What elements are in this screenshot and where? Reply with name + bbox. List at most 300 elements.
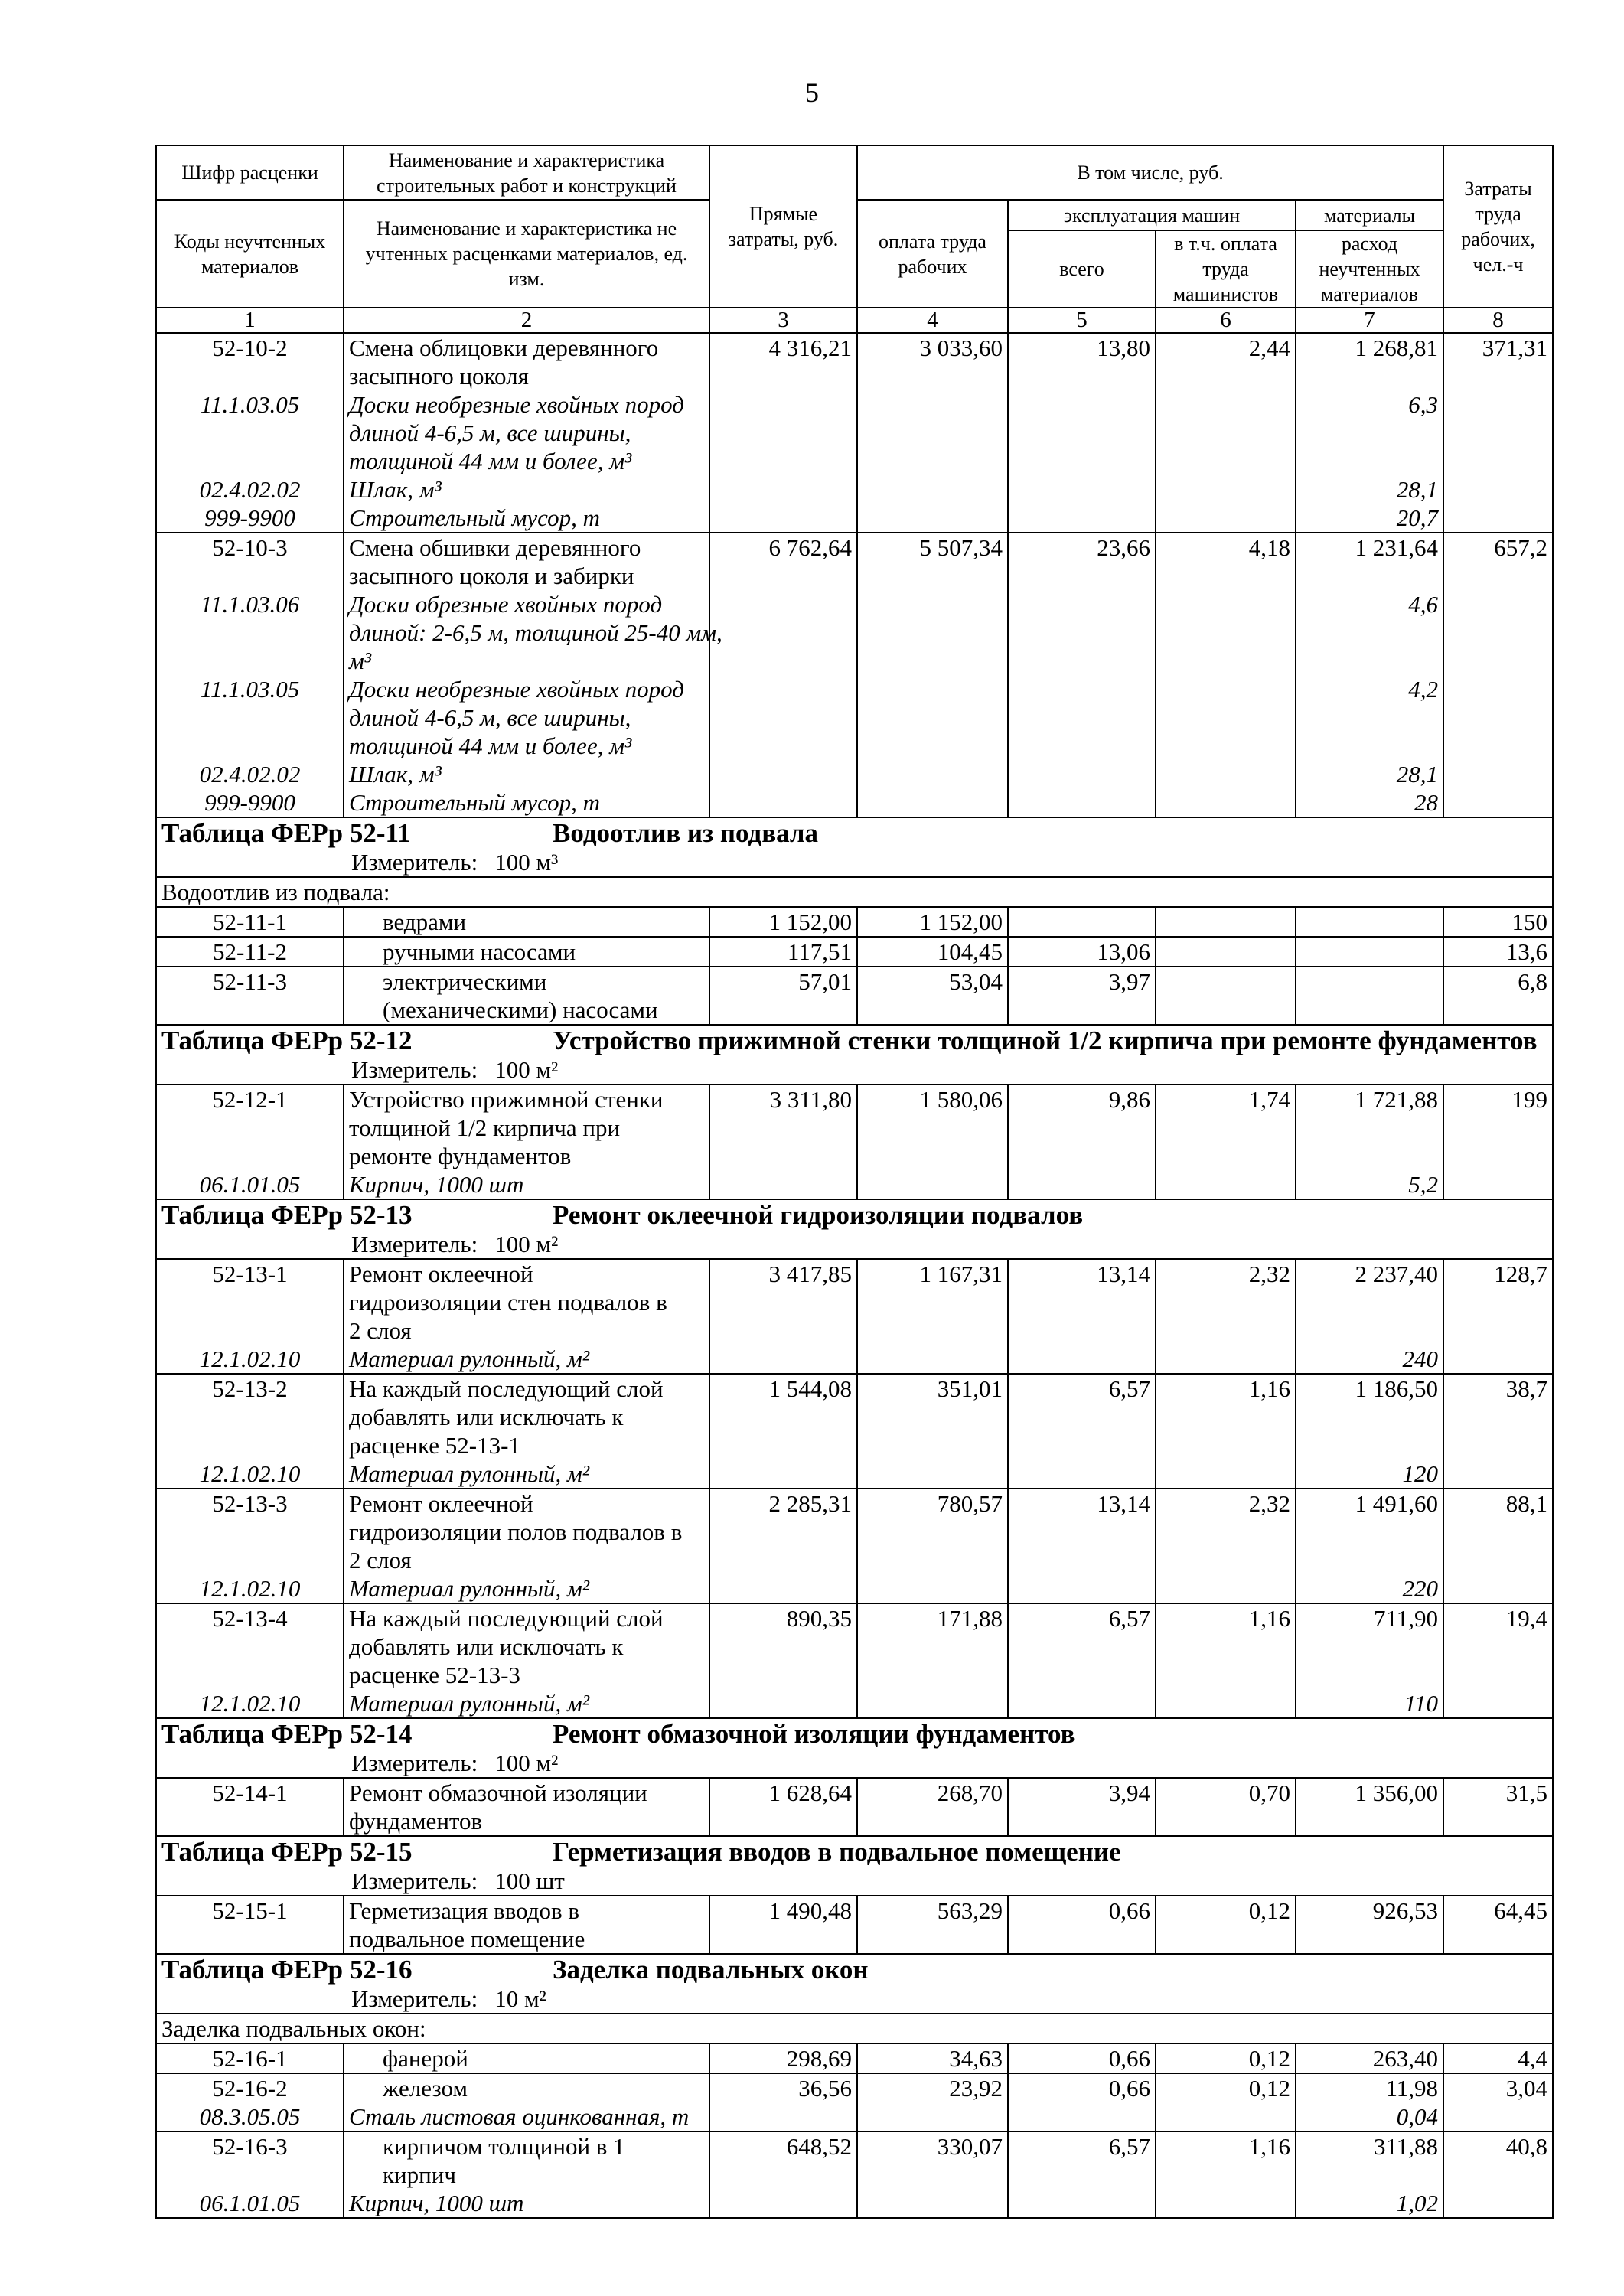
- rate-name-line: ремонте фундаментов: [349, 1143, 572, 1169]
- rate-code: 52-16-3: [156, 2131, 344, 2189]
- value-col-7: 311,88: [1296, 2131, 1443, 2189]
- section-meter: [161, 1056, 1547, 1084]
- rate-name-line: кирпич: [383, 2161, 456, 2188]
- rate-name: [344, 333, 709, 390]
- material-name-line: Кирпич, 1000 шт: [349, 1171, 524, 1198]
- material-name: [344, 675, 709, 760]
- section-title: Устройство прижимной стенки толщиной 1/2 кирпича при ремонте фундаментов: [553, 1026, 1538, 1055]
- rate-name-line: расценке 52-13-3: [349, 1662, 520, 1688]
- empty-cell: [709, 788, 857, 817]
- rate-name: [344, 2131, 709, 2189]
- value-col-8: 128,7: [1443, 1259, 1553, 1345]
- value-col-3: 4 316,21: [709, 333, 857, 390]
- rate-name-line: Устройство прижимной стенки: [349, 1086, 664, 1113]
- rate-code: 52-13-2: [156, 1374, 344, 1459]
- empty-cell: [857, 504, 1008, 533]
- table-section-header: [156, 1199, 1553, 1259]
- empty-cell: [1008, 1574, 1156, 1603]
- section-meter: [161, 1985, 1547, 2013]
- value-col-6: [1156, 937, 1296, 967]
- table-section-header: [156, 1718, 1553, 1778]
- section-label: Таблица ФЕРр 52-14: [161, 1719, 413, 1749]
- empty-cell: [1156, 1574, 1296, 1603]
- empty-cell: [857, 760, 1008, 788]
- column-number: 3: [709, 308, 857, 333]
- rate-name-line: Герметизация вводов в: [349, 1897, 580, 1924]
- rate-name-line: ручными насосами: [383, 938, 576, 965]
- section-label: Таблица ФЕРр 52-11: [161, 818, 411, 848]
- section-title-line: [161, 818, 1547, 849]
- header-wages: оплата труда рабочих: [857, 200, 1008, 308]
- material-name-line: длиной 4-6,5 м, все ширины,: [349, 419, 631, 446]
- empty-cell: [1008, 1345, 1156, 1374]
- material-name-line: Материал рулонный, м²: [349, 1460, 590, 1487]
- material-row: [156, 590, 1553, 675]
- rate-code: 52-14-1: [156, 1778, 344, 1836]
- material-quantity: 6,3: [1296, 390, 1443, 475]
- table-section-header: [156, 1836, 1553, 1896]
- rate-name-line: ведрами: [383, 908, 467, 935]
- empty-cell: [857, 475, 1008, 504]
- section-header-cell: [156, 817, 1553, 877]
- material-name-line: Строительный мусор, т: [349, 789, 601, 816]
- empty-cell: [1156, 504, 1296, 533]
- value-col-3: 1 490,48: [709, 1896, 857, 1954]
- section-title-line: [161, 1026, 1547, 1056]
- material-name: [344, 504, 709, 533]
- empty-cell: [1008, 590, 1156, 675]
- value-col-5: 23,66: [1008, 533, 1156, 590]
- material-row: [156, 390, 1553, 475]
- meter-value: 100 м²: [494, 1231, 559, 1257]
- value-col-5: 13,14: [1008, 1259, 1156, 1345]
- material-name: [344, 390, 709, 475]
- section-title: Водоотлив из подвала: [553, 818, 819, 848]
- value-col-5: 6,57: [1008, 1603, 1156, 1689]
- value-col-7: [1296, 937, 1443, 967]
- value-col-4: 104,45: [857, 937, 1008, 967]
- material-name-line: Доски обрезные хвойных пород: [349, 591, 663, 618]
- rate-code: 52-13-3: [156, 1489, 344, 1574]
- empty-cell: [1156, 2189, 1296, 2218]
- subheading-text: Водоотлив из подвала:: [156, 877, 1553, 907]
- value-col-7: 1 231,64: [1296, 533, 1443, 590]
- section-title: Герметизация вводов в подвальное помещение: [553, 1837, 1121, 1867]
- section-meter: [161, 1867, 1547, 1895]
- empty-cell: [709, 1574, 857, 1603]
- value-col-7: 1 491,60: [1296, 1489, 1443, 1574]
- value-col-4: 268,70: [857, 1778, 1008, 1836]
- rate-code: 52-16-1: [156, 2043, 344, 2073]
- value-col-8: 371,31: [1443, 333, 1553, 390]
- material-code: 11.1.03.06: [156, 590, 344, 675]
- empty-cell: [1156, 788, 1296, 817]
- material-row: [156, 475, 1553, 504]
- header-code: Шифр расценки: [156, 145, 344, 200]
- empty-cell: [1443, 1689, 1553, 1718]
- rate-name-line: Смена облицовки деревянного: [349, 334, 659, 361]
- material-name-line: Кирпич, 1000 шт: [349, 2190, 524, 2216]
- material-name: [344, 2189, 709, 2218]
- rate-code: 52-11-3: [156, 967, 344, 1025]
- material-name-line: Сталь листовая оцинкованная, т: [349, 2103, 690, 2130]
- empty-cell: [857, 390, 1008, 475]
- section-title-line: [161, 1837, 1547, 1867]
- rate-name-line: На каждый последующий слой: [349, 1605, 664, 1632]
- table-row: [156, 533, 1553, 590]
- rate-name-line: Смена обшивки деревянного: [349, 534, 641, 561]
- material-quantity: 20,7: [1296, 504, 1443, 533]
- rate-code: 52-11-2: [156, 937, 344, 967]
- material-name: [344, 1574, 709, 1603]
- value-col-5: 3,97: [1008, 967, 1156, 1025]
- empty-cell: [709, 2102, 857, 2131]
- value-col-3: 2 285,31: [709, 1489, 857, 1574]
- value-col-6: 1,16: [1156, 1603, 1296, 1689]
- table-body: [156, 333, 1553, 2218]
- material-code: 12.1.02.10: [156, 1459, 344, 1489]
- empty-cell: [1443, 2189, 1553, 2218]
- table-row: [156, 1084, 1553, 1170]
- material-name-line: Материал рулонный, м²: [349, 1690, 590, 1717]
- section-header-cell: [156, 1199, 1553, 1259]
- material-row: [156, 788, 1553, 817]
- value-col-7: 1 356,00: [1296, 1778, 1443, 1836]
- value-col-3: 890,35: [709, 1603, 857, 1689]
- value-col-5: 13,14: [1008, 1489, 1156, 1574]
- empty-cell: [709, 1459, 857, 1489]
- empty-cell: [1008, 1459, 1156, 1489]
- empty-cell: [857, 590, 1008, 675]
- material-name: [344, 760, 709, 788]
- table-row: [156, 2131, 1553, 2189]
- rate-name-line: железом: [383, 2075, 468, 2102]
- section-title: Ремонт обмазочной изоляции фундаментов: [553, 1719, 1075, 1749]
- empty-cell: [1443, 475, 1553, 504]
- rate-name-line: (механическими) насосами: [383, 996, 658, 1023]
- column-number: 6: [1156, 308, 1296, 333]
- empty-cell: [1008, 2102, 1156, 2131]
- value-col-5: 0,66: [1008, 2043, 1156, 2073]
- value-col-7: 1 721,88: [1296, 1084, 1443, 1170]
- table-row: [156, 937, 1553, 967]
- value-col-3: 298,69: [709, 2043, 857, 2073]
- empty-cell: [1156, 475, 1296, 504]
- value-col-8: 88,1: [1443, 1489, 1553, 1574]
- meter-label: Измеритель:: [351, 1750, 478, 1776]
- section-subheading: [156, 877, 1553, 907]
- column-number: 8: [1443, 308, 1553, 333]
- empty-cell: [1008, 760, 1156, 788]
- empty-cell: [709, 1170, 857, 1199]
- empty-cell: [1443, 675, 1553, 760]
- column-number: 1: [156, 308, 344, 333]
- empty-cell: [857, 1170, 1008, 1199]
- value-col-4: 171,88: [857, 1603, 1008, 1689]
- section-label: Таблица ФЕРр 52-13: [161, 1200, 413, 1230]
- section-title-line: [161, 1719, 1547, 1750]
- material-name: [344, 1345, 709, 1374]
- material-code: 11.1.03.05: [156, 390, 344, 475]
- value-col-6: 0,12: [1156, 2043, 1296, 2073]
- material-quantity: 4,2: [1296, 675, 1443, 760]
- value-col-8: 19,4: [1443, 1603, 1553, 1689]
- material-name-line: Материал рулонный, м²: [349, 1575, 590, 1602]
- rate-code: 52-11-1: [156, 907, 344, 937]
- value-col-8: 31,5: [1443, 1778, 1553, 1836]
- rate-name-line: гидроизоляции полов подвалов в: [349, 1518, 683, 1545]
- value-col-7: 1 186,50: [1296, 1374, 1443, 1459]
- column-number: 5: [1008, 308, 1156, 333]
- rate-name-line: Ремонт обмазочной изоляции: [349, 1779, 647, 1806]
- material-row: [156, 1459, 1553, 1489]
- table-row: [156, 2073, 1553, 2102]
- empty-cell: [709, 675, 857, 760]
- rate-name: [344, 1374, 709, 1459]
- material-name-line: Строительный мусор, т: [349, 504, 601, 531]
- empty-cell: [1156, 1170, 1296, 1199]
- value-col-6: 2,32: [1156, 1259, 1296, 1345]
- rate-name-line: электрическими: [383, 968, 547, 995]
- material-name-line: Материал рулонный, м²: [349, 1345, 590, 1372]
- empty-cell: [857, 2189, 1008, 2218]
- rate-name: [344, 533, 709, 590]
- table-row: [156, 967, 1553, 1025]
- rate-name: [344, 1603, 709, 1689]
- meter-label: Измеритель:: [351, 849, 478, 876]
- header-name: Наименование и характеристика строительных работ и конструкций: [344, 145, 709, 200]
- value-col-4: 351,01: [857, 1374, 1008, 1459]
- table-row: [156, 1778, 1553, 1836]
- empty-cell: [1156, 590, 1296, 675]
- material-name: [344, 1459, 709, 1489]
- material-name-line: Доски необрезные хвойных пород: [349, 676, 684, 703]
- material-name: [344, 1170, 709, 1199]
- value-col-3: 1 628,64: [709, 1778, 857, 1836]
- value-col-8: 199: [1443, 1084, 1553, 1170]
- rate-name: [344, 937, 709, 967]
- value-col-6: 4,18: [1156, 533, 1296, 590]
- rate-name-line: фанерой: [383, 2045, 468, 2072]
- section-meter: [161, 849, 1547, 876]
- empty-cell: [857, 2102, 1008, 2131]
- rate-name-line: засыпного цоколя и забирки: [349, 563, 634, 589]
- rate-name: [344, 1084, 709, 1170]
- material-name-line: длиной 4-6,5 м, все ширины,: [349, 704, 631, 731]
- value-col-7: 263,40: [1296, 2043, 1443, 2073]
- rate-name: [344, 2043, 709, 2073]
- value-col-4: 53,04: [857, 967, 1008, 1025]
- section-meter: [161, 1231, 1547, 1258]
- value-col-5: 3,94: [1008, 1778, 1156, 1836]
- material-name: [344, 2102, 709, 2131]
- material-code: 999-9900: [156, 788, 344, 817]
- rate-code: 52-13-4: [156, 1603, 344, 1689]
- table-row: [156, 1259, 1553, 1345]
- section-title: Заделка подвальных окон: [553, 1955, 869, 1985]
- rate-code: 52-10-3: [156, 533, 344, 590]
- table-section-header: [156, 1025, 1553, 1084]
- material-code: 12.1.02.10: [156, 1689, 344, 1718]
- material-code: 02.4.02.02: [156, 475, 344, 504]
- material-row: [156, 1170, 1553, 1199]
- empty-cell: [1008, 1689, 1156, 1718]
- value-col-5: [1008, 907, 1156, 937]
- value-col-3: 3 417,85: [709, 1259, 857, 1345]
- material-name: [344, 1689, 709, 1718]
- material-quantity: 28,1: [1296, 475, 1443, 504]
- meter-value: 100 м²: [494, 1750, 559, 1776]
- empty-cell: [709, 760, 857, 788]
- rate-name-line: Ремонт оклеечной: [349, 1490, 533, 1517]
- material-name: [344, 788, 709, 817]
- material-quantity: 28,1: [1296, 760, 1443, 788]
- rate-name-line: добавлять или исключать к: [349, 1404, 624, 1430]
- value-col-4: 780,57: [857, 1489, 1008, 1574]
- value-col-4: 34,63: [857, 2043, 1008, 2073]
- material-quantity: 0,04: [1296, 2102, 1443, 2131]
- value-col-6: 2,32: [1156, 1489, 1296, 1574]
- table-row: [156, 1896, 1553, 1954]
- value-col-5: 6,57: [1008, 1374, 1156, 1459]
- empty-cell: [1443, 1345, 1553, 1374]
- value-col-6: 0,70: [1156, 1778, 1296, 1836]
- material-code: 08.3.05.05: [156, 2102, 344, 2131]
- empty-cell: [1443, 390, 1553, 475]
- material-quantity: 28: [1296, 788, 1443, 817]
- value-col-8: 4,4: [1443, 2043, 1553, 2073]
- material-code: 06.1.01.05: [156, 1170, 344, 1199]
- material-row: [156, 1345, 1553, 1374]
- material-quantity: 240: [1296, 1345, 1443, 1374]
- header-including: В том числе, руб.: [857, 145, 1443, 200]
- rate-name-line: гидроизоляции стен подвалов в: [349, 1289, 667, 1316]
- empty-cell: [1156, 1345, 1296, 1374]
- empty-cell: [857, 675, 1008, 760]
- value-col-5: 13,06: [1008, 937, 1156, 967]
- empty-cell: [1008, 675, 1156, 760]
- value-col-7: 926,53: [1296, 1896, 1443, 1954]
- material-row: [156, 2102, 1553, 2131]
- value-col-3: 1 544,08: [709, 1374, 857, 1459]
- material-quantity: 4,6: [1296, 590, 1443, 675]
- material-quantity: 1,02: [1296, 2189, 1443, 2218]
- table-row: [156, 1603, 1553, 1689]
- meter-label: Измеритель:: [351, 1985, 478, 2012]
- value-col-3: 648,52: [709, 2131, 857, 2189]
- material-name-line: длиной: 2-6,5 м, толщиной 25-40 мм,: [349, 619, 722, 646]
- empty-cell: [1156, 1459, 1296, 1489]
- column-number: 4: [857, 308, 1008, 333]
- value-col-8: 3,04: [1443, 2073, 1553, 2102]
- empty-cell: [1156, 1689, 1296, 1718]
- header-machines: эксплуатация машин: [1008, 200, 1296, 230]
- value-col-7: [1296, 967, 1443, 1025]
- section-meter: [161, 1750, 1547, 1777]
- value-col-8: 64,45: [1443, 1896, 1553, 1954]
- value-col-3: 1 152,00: [709, 907, 857, 937]
- value-col-5: 13,80: [1008, 333, 1156, 390]
- value-col-4: 1 167,31: [857, 1259, 1008, 1345]
- rate-code: 52-12-1: [156, 1084, 344, 1170]
- rate-name: [344, 907, 709, 937]
- material-code: 11.1.03.05: [156, 675, 344, 760]
- header-material-codes: Коды неучтенных материалов: [156, 200, 344, 308]
- rate-name: [344, 1896, 709, 1954]
- value-col-7: 1 268,81: [1296, 333, 1443, 390]
- header-direct-costs: Прямые затраты, руб.: [709, 145, 857, 308]
- section-header-cell: [156, 1836, 1553, 1896]
- value-col-7: 11,98: [1296, 2073, 1443, 2102]
- material-name-line: толщиной 44 мм и более, м³: [349, 732, 632, 759]
- value-col-4: 23,92: [857, 2073, 1008, 2102]
- meter-label: Измеритель:: [351, 1231, 478, 1257]
- rate-code: 52-15-1: [156, 1896, 344, 1954]
- meter-value: 100 м³: [494, 849, 559, 876]
- table-row: [156, 907, 1553, 937]
- section-title-line: [161, 1955, 1547, 1985]
- value-col-5: 0,66: [1008, 1896, 1156, 1954]
- value-col-3: 6 762,64: [709, 533, 857, 590]
- value-col-7: 2 237,40: [1296, 1259, 1443, 1345]
- value-col-8: 150: [1443, 907, 1553, 937]
- section-label: Таблица ФЕРр 52-12: [161, 1026, 413, 1055]
- empty-cell: [857, 788, 1008, 817]
- empty-cell: [1156, 390, 1296, 475]
- header-machines-total: всего: [1008, 230, 1156, 308]
- value-col-4: 563,29: [857, 1896, 1008, 1954]
- empty-cell: [709, 475, 857, 504]
- rate-code: 52-13-1: [156, 1259, 344, 1345]
- rate-name: [344, 1259, 709, 1345]
- empty-cell: [857, 1459, 1008, 1489]
- value-col-4: 1 152,00: [857, 907, 1008, 937]
- empty-cell: [709, 1689, 857, 1718]
- rate-code: 52-16-2: [156, 2073, 344, 2102]
- meter-value: 100 м²: [494, 1056, 559, 1083]
- empty-cell: [1008, 1170, 1156, 1199]
- value-col-8: 38,7: [1443, 1374, 1553, 1459]
- column-number: 2: [344, 308, 709, 333]
- empty-cell: [857, 1574, 1008, 1603]
- empty-cell: [1443, 590, 1553, 675]
- empty-cell: [1443, 1170, 1553, 1199]
- value-col-3: 57,01: [709, 967, 857, 1025]
- section-subheading: [156, 2014, 1553, 2043]
- column-number: 7: [1296, 308, 1443, 333]
- page-number: 5: [805, 77, 819, 108]
- material-quantity: 220: [1296, 1574, 1443, 1603]
- material-name: [344, 475, 709, 504]
- table-row: [156, 1374, 1553, 1459]
- section-header-cell: [156, 1718, 1553, 1778]
- value-col-6: 1,16: [1156, 1374, 1296, 1459]
- empty-cell: [1156, 2102, 1296, 2131]
- value-col-5: 6,57: [1008, 2131, 1156, 2189]
- empty-cell: [1008, 390, 1156, 475]
- empty-cell: [857, 1689, 1008, 1718]
- material-row: [156, 675, 1553, 760]
- value-col-6: 0,12: [1156, 1896, 1296, 1954]
- table-row: [156, 1489, 1553, 1574]
- rate-name-line: 2 слоя: [349, 1317, 412, 1344]
- value-col-4: 330,07: [857, 2131, 1008, 2189]
- material-row: [156, 1574, 1553, 1603]
- rate-name-line: Ремонт оклеечной: [349, 1261, 533, 1287]
- material-name-line: Шлак, м³: [349, 476, 442, 503]
- empty-cell: [1443, 760, 1553, 788]
- material-name-line: м³: [349, 647, 372, 674]
